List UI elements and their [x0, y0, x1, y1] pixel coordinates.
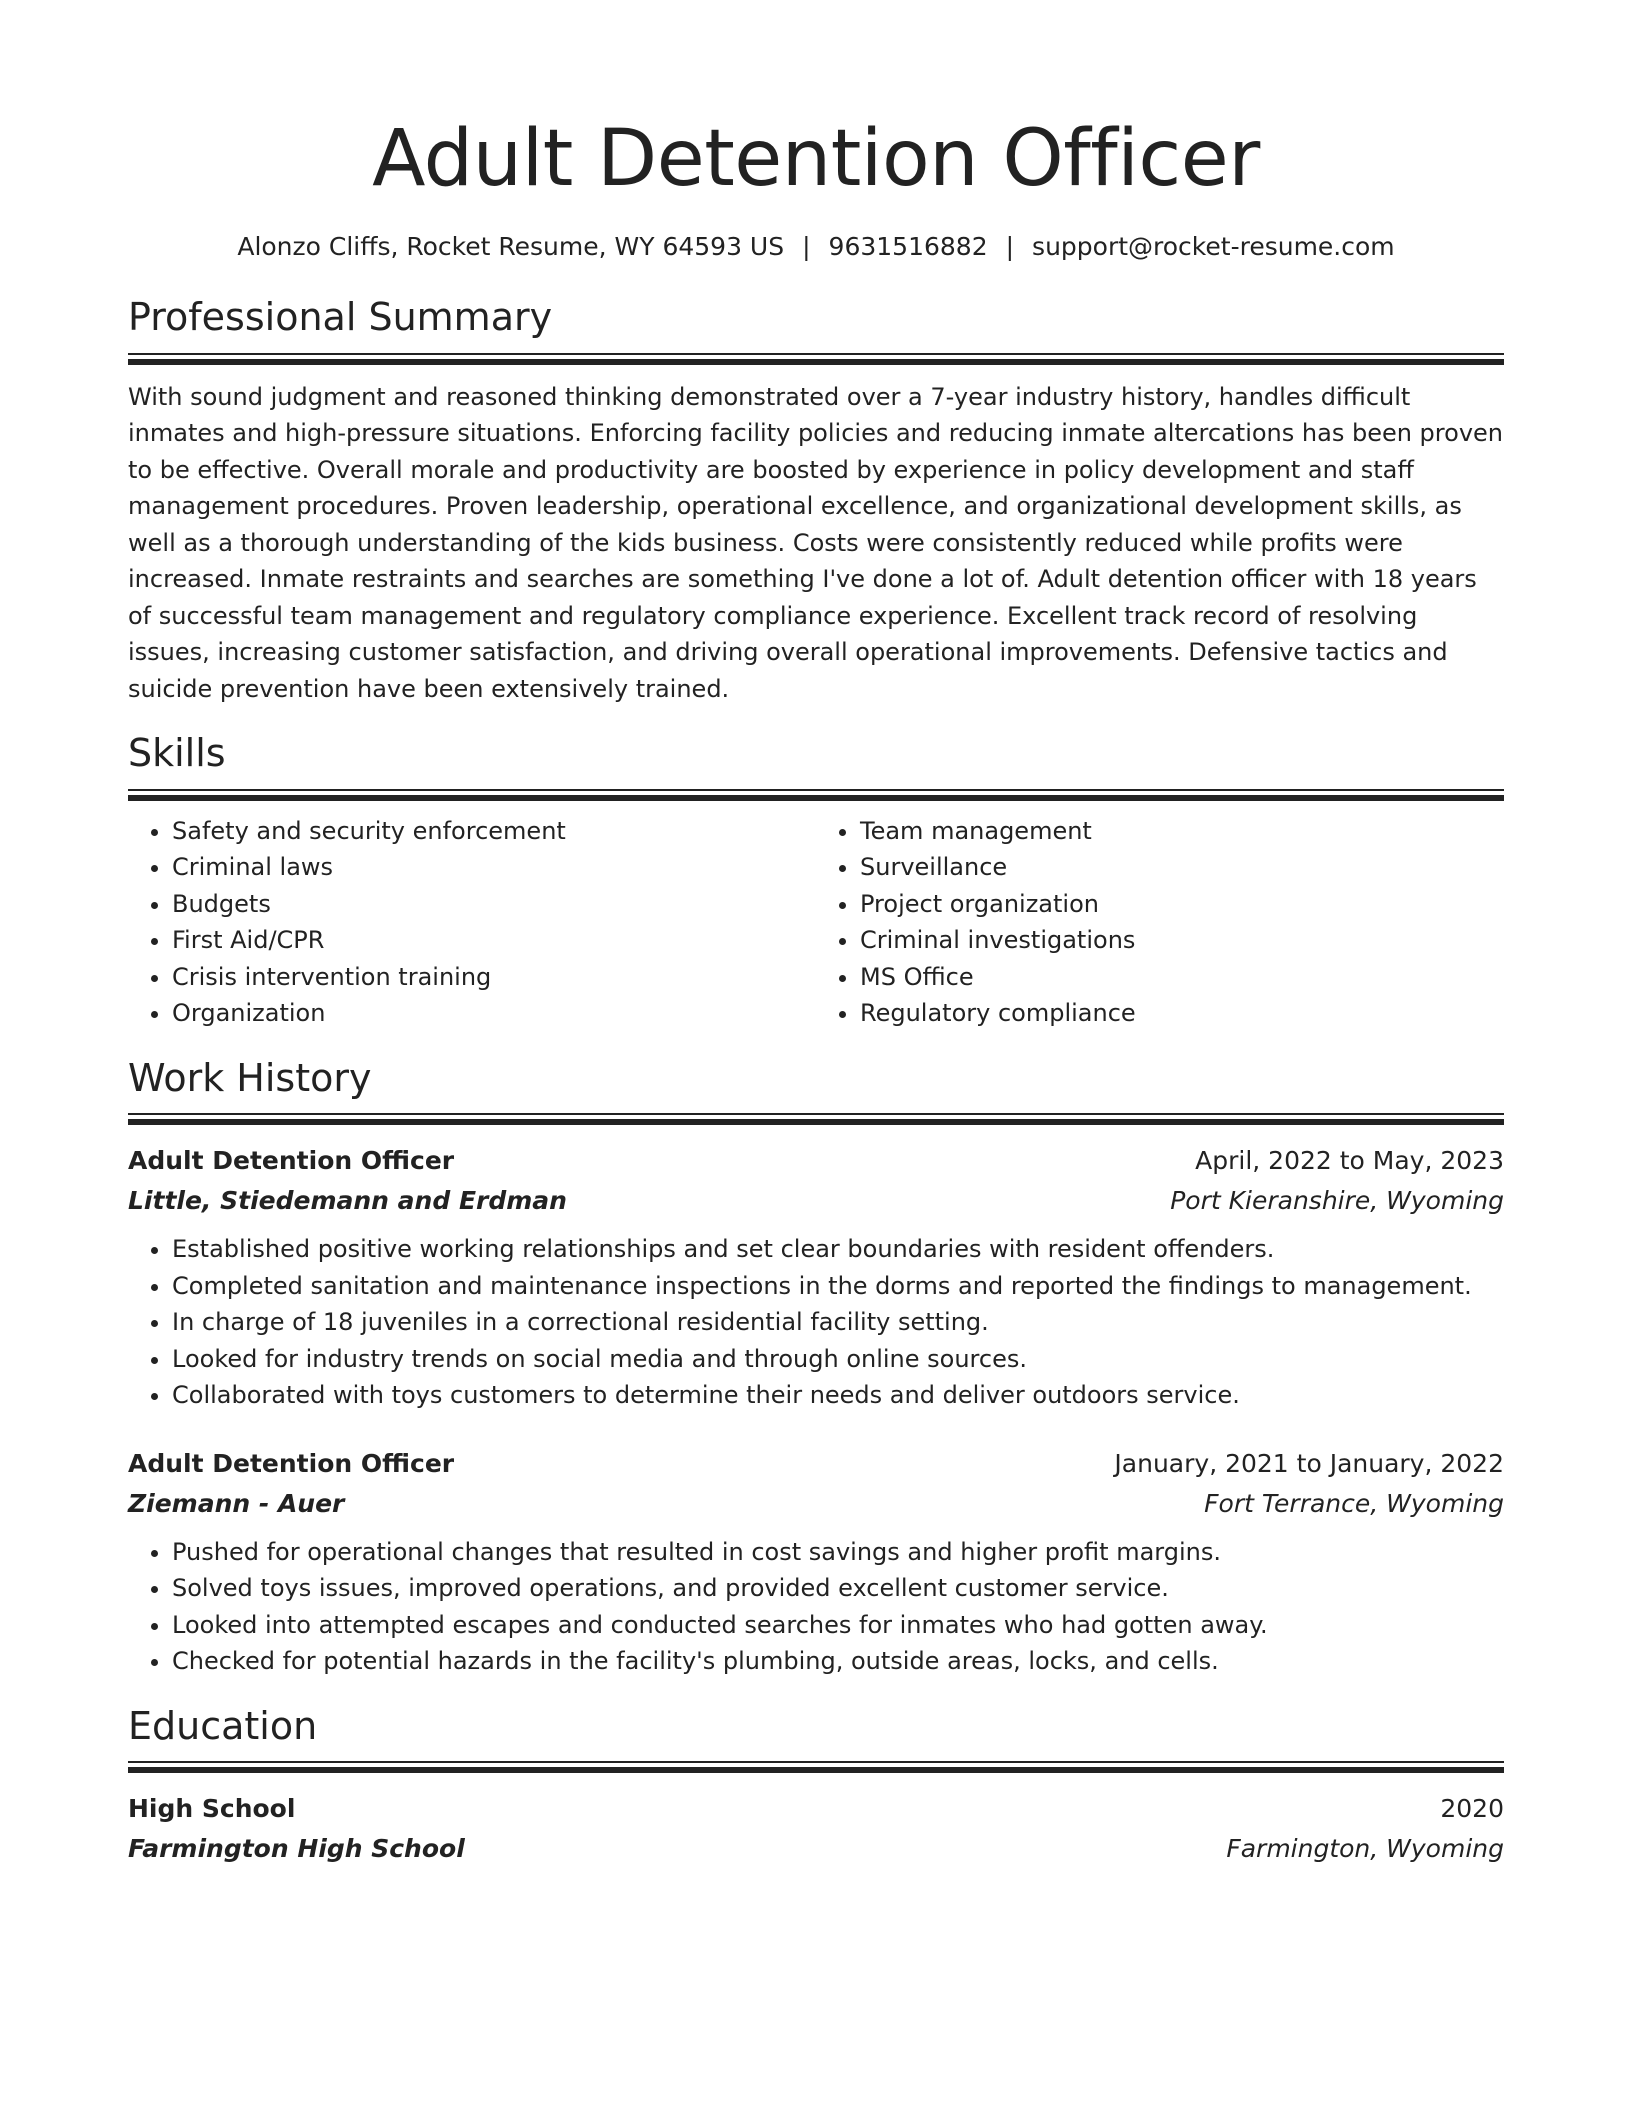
skill-item: • Criminal laws — [172, 849, 816, 886]
work-history-section — [128, 1056, 1504, 1680]
skill-item: • Budgets — [172, 886, 816, 923]
skill-item: • Safety and security enforcement — [172, 813, 816, 850]
skill-item: • Regulatory compliance — [860, 995, 1504, 1032]
summary-heading: Professional Summary — [128, 295, 553, 339]
job-bullet: • Completed sanitation and maintenance inspections in the dorms and reported the findings to management. — [172, 1268, 1504, 1305]
contact-address: Alonzo Cliffs, Rocket Resume, WY 64593 US — [237, 232, 785, 261]
skill-item: • Organization — [172, 995, 816, 1032]
skill-item: • Team management — [860, 813, 1504, 850]
job-dates: January, 2021 to January, 2022 — [1114, 1448, 1504, 1478]
skills-list-left — [128, 813, 816, 1032]
job-bullet: • Looked for industry trends on social media and through online sources. — [172, 1341, 1504, 1378]
job-bullets — [128, 1534, 1504, 1680]
education-entry — [128, 1789, 1504, 1869]
section-divider — [128, 1761, 1504, 1773]
job-entry — [128, 1444, 1504, 1680]
skill-item: • Project organization — [860, 886, 1504, 923]
job-company-row — [128, 1484, 1504, 1524]
education-heading: Education — [128, 1703, 318, 1748]
section-divider — [128, 789, 1504, 801]
skill-item: • Criminal investigations — [860, 922, 1504, 959]
section-divider — [128, 353, 1504, 365]
job-bullet: • Collaborated with toys customers to determine their needs and deliver outdoors service. — [172, 1377, 1504, 1414]
job-company: Ziemann - Auer — [128, 1488, 345, 1518]
skills-list-right — [816, 813, 1504, 1032]
job-company-row — [128, 1181, 1504, 1221]
job-bullet: • Pushed for operational changes that resulted in cost savings and higher profit margins. — [172, 1534, 1504, 1571]
contact-separator: | — [1005, 232, 1015, 261]
skills-columns — [128, 813, 1504, 1032]
job-company: Little, Stiedemann and Erdman — [128, 1186, 567, 1216]
summary-section — [128, 295, 1504, 707]
job-bullets — [128, 1231, 1504, 1414]
work-history-heading: Work History — [128, 1055, 372, 1100]
job-location: Fort Terrance, Wyoming — [1204, 1488, 1504, 1518]
job-header-row — [128, 1444, 1504, 1484]
contact-separator: | — [802, 232, 811, 261]
skills-section — [128, 731, 1504, 1032]
job-title: Adult Detention Officer — [128, 1448, 455, 1478]
education-year: 2020 — [1440, 1794, 1504, 1824]
education-degree-row — [128, 1789, 1504, 1829]
job-location: Port Kieranshire, Wyoming — [1170, 1186, 1504, 1216]
skill-item: • MS Office — [860, 959, 1504, 996]
education-school-row — [128, 1829, 1504, 1869]
job-header-row — [128, 1141, 1504, 1181]
summary-text: With sound judgment and reasoned thinking demonstrated over a 7-year industry history, handles difficult inmates and high-pressure situations. Enforcing facility policies and reducing inmate altercations has been proven to be effective. Overall morale and productivity are boosted by experience in policy development and staff management procedures. Proven leadership, operational excellence, and organizational development skills, as well as a thorough understanding of the kids business. Costs were consistently reduced while profits were increased. Inmate restraints and searches are something I've done a lot of. Adult detention officer with 18 years of successful team management and regulatory compliance experience. Excellent track record of resolving issues, increasing customer satisfaction, and driving overall operational improvements. Defensive tactics and suicide prevention have been extensively trained. — [128, 382, 1503, 703]
job-bullet: • Looked into attempted escapes and conducted searches for inmates who had gotten away. — [172, 1607, 1504, 1644]
skill-item: • Crisis intervention training — [172, 959, 816, 996]
contact-phone: 9631516882 — [828, 232, 988, 261]
education-location: Farmington, Wyoming — [1226, 1834, 1504, 1864]
contact-line — [128, 232, 1504, 261]
education-section — [128, 1704, 1504, 1870]
education-school: Farmington High School — [128, 1834, 465, 1864]
job-entry — [128, 1141, 1504, 1414]
job-bullet: • Established positive working relationships and set clear boundaries with resident offenders. — [172, 1231, 1504, 1268]
skill-item: • First Aid/CPR — [172, 922, 816, 959]
job-title: Adult Detention Officer — [128, 1146, 455, 1176]
job-bullet: • Solved toys issues, improved operations, and provided excellent customer service. — [172, 1570, 1504, 1607]
skill-item: • Surveillance — [860, 849, 1504, 886]
education-degree: High School — [128, 1794, 296, 1824]
job-bullet: • In charge of 18 juveniles in a correctional residential facility setting. — [172, 1304, 1504, 1341]
candidate-name: Adult Detention Officer — [372, 114, 1260, 204]
job-bullet: • Checked for potential hazards in the facility's plumbing, outside areas, locks, and cells. — [172, 1643, 1504, 1680]
skills-heading: Skills — [128, 731, 226, 776]
contact-email: support@rocket-resume.com — [1032, 232, 1395, 261]
section-divider — [128, 1113, 1504, 1125]
job-dates: April, 2022 to May, 2023 — [1195, 1146, 1504, 1176]
